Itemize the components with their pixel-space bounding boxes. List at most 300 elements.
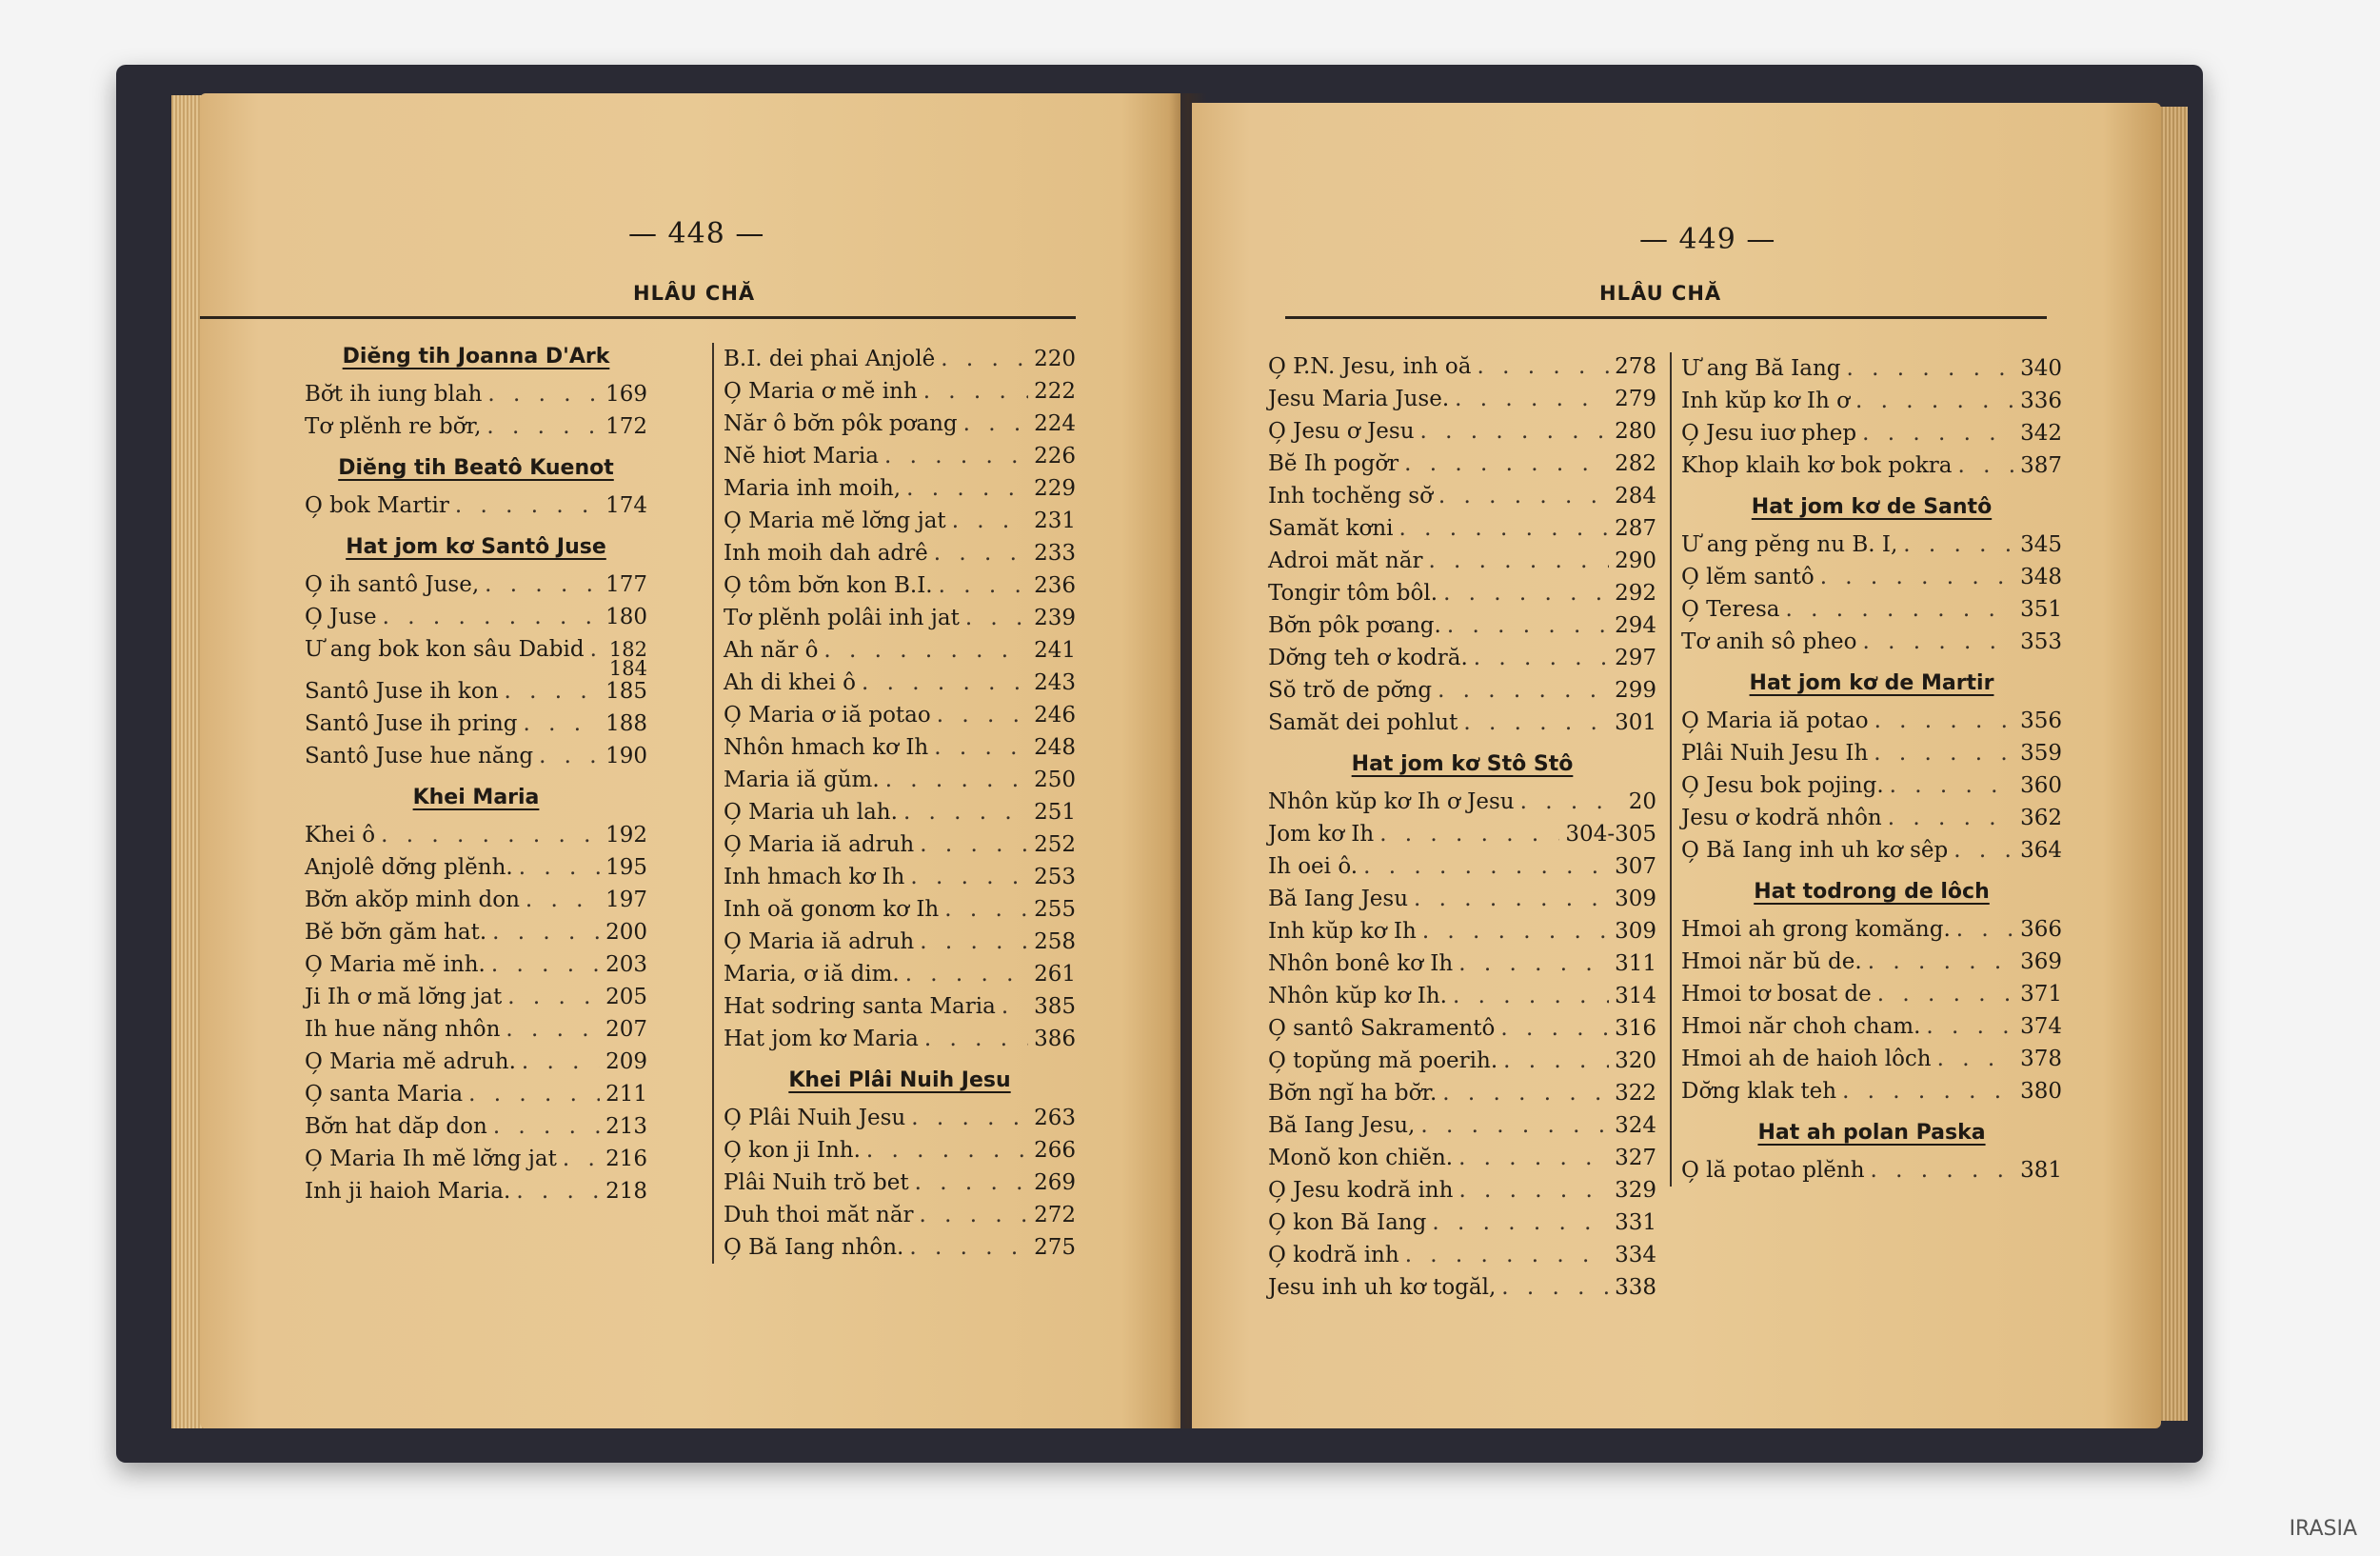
toc-entry-title: O̗ Maria mĕ adruh. — [305, 1049, 516, 1074]
toc-entry — [724, 828, 1076, 861]
toc-entry-title: O̗ kon ji Inh. — [724, 1138, 861, 1163]
toc-entry-page: 250 — [1034, 768, 1076, 792]
toc-entry-title: Jesu inh uh kơ togăl, — [1268, 1275, 1497, 1300]
leader-dots — [1820, 561, 2014, 593]
toc-entry-page: 282 — [1615, 451, 1656, 476]
toc-entry-title: O̗ Maria ơ iă potao — [724, 703, 931, 728]
toc-entry-page: 261 — [1034, 962, 1076, 987]
toc-entry — [1268, 512, 1656, 545]
toc-entry-page: 203 — [605, 952, 647, 977]
leader-dots — [941, 343, 1028, 375]
toc-entry-title: O̗ Teresa — [1681, 597, 1780, 622]
toc-entry-title: O̗ Maria uh lah. — [724, 800, 898, 825]
leader-dots — [1500, 1012, 1609, 1045]
left-page — [200, 93, 1180, 1428]
toc-entry — [305, 981, 647, 1013]
toc-entry-title: Ah di khei ô — [724, 670, 856, 695]
toc-entry — [1268, 1239, 1656, 1271]
toc-entry — [724, 796, 1076, 828]
leader-dots — [1422, 915, 1609, 948]
toc-entry — [1268, 818, 1656, 850]
toc-entry-page: 324 — [1615, 1113, 1656, 1138]
toc-entry-title: O̗ Maria mĕ lơ̆ng jat — [724, 509, 946, 533]
leader-dots — [1926, 1010, 2014, 1043]
header-rule-left — [200, 316, 1076, 319]
toc-entry-page: 231 — [1034, 509, 1076, 533]
toc-entry-page: 299 — [1615, 678, 1656, 703]
toc-entry-title: Maria, ơ iă dim. — [724, 962, 900, 987]
toc-entry-page: 207 — [605, 1017, 647, 1042]
toc-entry-title: O̗ Maria iă potao — [1681, 708, 1869, 733]
toc-entry-page: 348 — [2020, 565, 2062, 589]
toc-entry-title: Inh moih dah adrê — [724, 541, 928, 566]
toc-entry-page: 297 — [1615, 646, 1656, 670]
toc-entry — [1268, 707, 1656, 739]
toc-entry-title: Ư ang Bă Iang — [1681, 356, 1841, 381]
leader-dots — [1428, 545, 1609, 577]
toc-entry-page: 20 — [1628, 789, 1656, 814]
leader-dots — [903, 796, 1028, 828]
toc-entry-page-range — [609, 640, 647, 678]
toc-entry-page: 374 — [2020, 1014, 2062, 1039]
toc-entry-page: 309 — [1615, 887, 1656, 911]
leader-dots — [1868, 946, 2014, 978]
leader-dots — [934, 731, 1028, 764]
leader-dots — [519, 851, 600, 884]
leader-dots — [485, 569, 600, 601]
toc-entry-page: 200 — [605, 920, 647, 945]
toc-entry-page: 220 — [1034, 347, 1076, 371]
toc-entry-page: 304-305 — [1565, 822, 1656, 847]
toc-entry-title: Hat jom kơ Maria — [724, 1027, 919, 1051]
toc-entry-title: O̗ topŭng mă poerih. — [1268, 1048, 1498, 1073]
leader-dots — [1847, 352, 2015, 385]
leader-dots — [1447, 609, 1609, 642]
leader-dots — [1855, 385, 2014, 417]
leader-dots — [934, 537, 1028, 569]
leader-dots — [1954, 834, 2014, 867]
toc-entry — [1681, 737, 2062, 769]
leader-dots — [823, 634, 1028, 667]
toc-entry-page: 311 — [1615, 951, 1656, 976]
toc-entry-title: Tơ plĕnh polâi inh jat — [724, 606, 960, 630]
toc-entry-title: Ư ang bok kon sâu Dabid — [305, 637, 585, 662]
section-heading: Khei Maria — [412, 786, 540, 809]
leader-dots — [1474, 642, 1609, 674]
toc-entry — [1681, 946, 2062, 978]
toc-entry — [724, 990, 1076, 1023]
toc-entry-title: O̗ Maria iă adruh — [724, 929, 915, 954]
credit-label: IRASIA — [2289, 1517, 2357, 1541]
toc-entry-page: 248 — [1034, 735, 1076, 760]
leader-dots — [590, 633, 604, 666]
toc-column-left-2 — [712, 343, 1076, 1264]
toc-entry-page: 195 — [605, 855, 647, 880]
toc-entry-page: 209 — [605, 1049, 647, 1074]
toc-entry-title: Inh ji haioh Maria. — [305, 1179, 511, 1204]
leader-dots — [1002, 990, 1028, 1023]
leader-dots — [492, 916, 600, 948]
toc-entry-title: O̗ Jesu kodră inh — [1268, 1178, 1454, 1203]
leader-dots — [468, 1078, 600, 1110]
toc-entry-page: 185 — [605, 679, 647, 704]
leader-dots — [910, 861, 1028, 893]
toc-entry-page: 381 — [2020, 1158, 2062, 1183]
toc-entry-page: 353 — [2020, 629, 2062, 654]
toc-entry-title: Hmoi tơ bosat de — [1681, 982, 1872, 1007]
toc-entry-title: Jesu Maria Juse. — [1268, 387, 1450, 411]
section-heading: Hat jom kơ de Martir — [1749, 671, 1994, 695]
toc-entry-page: 284 — [1615, 484, 1656, 509]
toc-entry — [305, 884, 647, 916]
leader-dots — [866, 1134, 1028, 1167]
toc-entry-page: 360 — [2020, 773, 2062, 798]
toc-entry — [1681, 978, 2062, 1010]
section-heading: Hat jom kơ de Santô — [1751, 495, 1993, 519]
toc-entry — [305, 633, 647, 680]
leader-dots — [1890, 769, 2014, 802]
toc-entry-title: Inh oă gonơm kơ Ih — [724, 897, 940, 922]
toc-entry-title: Khop klaih kơ bok pokra — [1681, 453, 1953, 478]
toc-entry — [305, 410, 647, 443]
toc-entry-title: Inh kŭp kơ Ih — [1268, 919, 1417, 944]
toc-entry-page: 386 — [1034, 1027, 1076, 1051]
section-heading: Diĕng tih Beatô Kuenot — [338, 456, 614, 480]
toc-entry — [305, 708, 647, 740]
leader-dots — [1937, 1043, 2014, 1075]
toc-entry — [1681, 834, 2062, 867]
toc-entry-title: O̗ tôm bơ̆n kon B.I. — [724, 573, 933, 598]
toc-entry-page: 359 — [2020, 741, 2062, 766]
toc-entry-title: Santô Juse ih pring — [305, 711, 518, 736]
toc-entry — [724, 893, 1076, 926]
toc-entry-page: 280 — [1615, 419, 1656, 444]
toc-entry — [305, 378, 647, 410]
leader-dots — [1501, 1271, 1609, 1304]
toc-entry-page: 331 — [1615, 1210, 1656, 1235]
toc-entry-page: 222 — [1034, 379, 1076, 404]
leader-dots — [920, 926, 1028, 958]
toc-entry-page: 336 — [2020, 389, 2062, 413]
toc-entry — [1268, 1077, 1656, 1109]
toc-entry-title: O̗ Maria Ih mĕ lơ̆ng jat — [305, 1147, 557, 1171]
toc-entry-title: Năr ô bơ̆n pôk pơang — [724, 411, 958, 436]
leader-dots — [963, 408, 1028, 440]
leader-dots — [1404, 448, 1609, 480]
toc-entry-title: Plâi Nuih trŏ bet — [724, 1170, 909, 1195]
section-heading: Diĕng tih Joanna D'Ark — [342, 345, 610, 369]
toc-entry — [724, 343, 1076, 375]
toc-entry-page: 294 — [1615, 613, 1656, 638]
leader-dots — [1871, 1154, 2015, 1187]
toc-entry-page: 236 — [1034, 573, 1076, 598]
toc-entry-page: 180 — [605, 605, 647, 629]
toc-entry-title: Nhôn bonê kơ Ih — [1268, 951, 1454, 976]
toc-entry-title: O̗ santa Maria — [305, 1082, 464, 1107]
toc-entry — [1268, 883, 1656, 915]
toc-entry-page: 224 — [1034, 411, 1076, 436]
toc-entry-page: 177 — [605, 572, 647, 597]
leader-dots — [455, 489, 600, 522]
toc-entry — [724, 764, 1076, 796]
toc-entry-title: O̗ Maria mĕ inh. — [305, 952, 486, 977]
leader-dots — [923, 375, 1028, 408]
toc-entry-title: Ji Ih ơ mă lơ̆ng jat — [305, 985, 503, 1009]
toc-entry-page: 263 — [1034, 1106, 1076, 1130]
toc-entry — [1681, 705, 2062, 737]
toc-entry-title: O̗ Bă Iang nhôn. — [724, 1235, 904, 1260]
toc-entry — [724, 1199, 1076, 1231]
leader-dots — [1958, 449, 2015, 482]
toc-entry-title: O̗ bok Martir — [305, 493, 449, 518]
toc-entry-page: 345 — [2020, 532, 2062, 557]
toc-entry — [724, 1167, 1076, 1199]
toc-entry-page: 246 — [1034, 703, 1076, 728]
toc-entry-page: 322 — [1615, 1081, 1656, 1106]
toc-entry-page: 218 — [605, 1179, 647, 1204]
toc-entry — [1681, 561, 2062, 593]
toc-entry-title: Ah năr ô — [724, 638, 819, 663]
toc-entry-page: 301 — [1615, 710, 1656, 735]
leader-dots — [1503, 1045, 1609, 1077]
toc-entry-page: 252 — [1034, 832, 1076, 857]
toc-entry — [1268, 674, 1656, 707]
toc-entry — [1268, 350, 1656, 383]
toc-entry-title: Samăt dei pohlut — [1268, 710, 1458, 735]
toc-entry — [724, 958, 1076, 990]
toc-entry-page: 272 — [1034, 1203, 1076, 1227]
toc-entry-title: Hmoi ah de haioh lôch — [1681, 1047, 1932, 1071]
toc-entry — [724, 667, 1076, 699]
toc-entry-page: 292 — [1615, 581, 1656, 606]
toc-entry — [1268, 577, 1656, 609]
toc-entry — [305, 1078, 647, 1110]
toc-entry — [1268, 1142, 1656, 1174]
toc-entry-page: 241 — [1034, 638, 1076, 663]
toc-entry-title: Monŏ kon chiĕn. — [1268, 1146, 1454, 1170]
toc-entry-title: Inh hmach kơ Ih — [724, 865, 905, 889]
toc-entry-title: Bơ̆n ngĭ ha bơ̆r. — [1268, 1081, 1438, 1106]
toc-entry-title: O̗ Jesu bok pojing. — [1681, 773, 1884, 798]
toc-entry-page: 366 — [2020, 917, 2062, 942]
toc-entry-title: O̗ lĕm santô — [1681, 565, 1815, 589]
leader-dots — [1862, 417, 2014, 449]
toc-entry — [724, 634, 1076, 667]
toc-entry-title: Dơ̆ng teh ơ kodră. — [1268, 646, 1468, 670]
toc-entry-title: Hmoi năr choh cham. — [1681, 1014, 1921, 1039]
toc-entry-page: 320 — [1615, 1048, 1656, 1073]
toc-entry-title: Sŏ trŏ de pơ̆ng — [1268, 678, 1433, 703]
toc-entry-title: Anjolê dơ̆ng plĕnh. — [305, 855, 513, 880]
toc-entry — [1681, 913, 2062, 946]
toc-entry-title: Samăt kơni — [1268, 516, 1394, 541]
toc-entry-page: 307 — [1615, 854, 1656, 879]
toc-entry-page: 314 — [1615, 984, 1656, 1008]
toc-entry-title: O̗ santô Sakramentô — [1268, 1016, 1496, 1041]
leader-dots — [1874, 705, 2015, 737]
leader-dots — [1463, 707, 1609, 739]
toc-entry-page: 371 — [2020, 982, 2062, 1007]
toc-entry-page: 387 — [2020, 453, 2062, 478]
toc-entry — [724, 537, 1076, 569]
toc-entry-title: Bơ̆n hat dăp don — [305, 1114, 487, 1139]
toc-entry-title: Maria iă gŭm. — [724, 768, 880, 792]
toc-entry — [1268, 545, 1656, 577]
toc-entry-title: Bĕ Ih pogơ̆r — [1268, 451, 1399, 476]
toc-column-right-2 — [1670, 352, 2062, 1187]
toc-entry — [1681, 1010, 2062, 1043]
toc-entry — [724, 926, 1076, 958]
toc-entry-title: Plâi Nuih Jesu Ih — [1681, 741, 1869, 766]
toc-entry — [1681, 417, 2062, 449]
leader-dots — [1420, 415, 1610, 448]
leader-dots — [920, 828, 1028, 861]
leader-dots — [493, 1110, 600, 1143]
section-heading: Hat todrong de lôch — [1754, 880, 1990, 904]
right-page — [1192, 103, 2161, 1428]
toc-entry-title: Tongir tôm bôl. — [1268, 581, 1438, 606]
leader-dots — [1877, 978, 2014, 1010]
toc-entry-title: O̗ Plâi Nuih Jesu — [724, 1106, 906, 1130]
toc-entry-page: 174 — [605, 493, 647, 518]
toc-entry — [1681, 593, 2062, 626]
toc-entry — [1268, 480, 1656, 512]
toc-entry-title: O̗ lă potao plĕnh — [1681, 1158, 1865, 1183]
toc-entry — [1268, 415, 1656, 448]
toc-entry — [305, 851, 647, 884]
leader-dots — [1888, 802, 2014, 834]
toc-entry — [305, 1110, 647, 1143]
toc-entry-page: 216 — [605, 1147, 647, 1171]
toc-entry-page: 253 — [1034, 865, 1076, 889]
leader-dots — [862, 667, 1028, 699]
toc-entry-page: 213 — [605, 1114, 647, 1139]
toc-entry — [1268, 609, 1656, 642]
toc-entry-title: Hmoi năr bŭ de. — [1681, 949, 1862, 974]
toc-entry — [724, 472, 1076, 505]
toc-entry-page: 338 — [1615, 1275, 1656, 1300]
leader-dots — [944, 893, 1028, 926]
toc-entry-title: Tơ plĕnh re bơ̆r, — [305, 414, 482, 439]
toc-entry-title: Duh thoi măt năr — [724, 1203, 914, 1227]
toc-entry-page: 316 — [1615, 1016, 1656, 1041]
toc-entry — [1681, 769, 2062, 802]
toc-entry-page: 278 — [1615, 354, 1656, 379]
toc-entry — [1268, 1207, 1656, 1239]
toc-entry — [1268, 1045, 1656, 1077]
toc-entry — [724, 375, 1076, 408]
toc-entry-page: 290 — [1615, 549, 1656, 573]
toc-entry — [724, 699, 1076, 731]
running-head-right: HLÂU CHĂ — [1599, 282, 1722, 305]
leader-dots — [491, 948, 600, 981]
toc-entry-page: 255 — [1034, 897, 1076, 922]
toc-entry-title: Ư ang pĕng nu B. I, — [1681, 532, 1898, 557]
toc-entry-title: Khei ô — [305, 823, 376, 848]
leader-dots — [486, 410, 600, 443]
leader-dots — [1458, 1174, 1609, 1207]
leader-dots — [1458, 948, 1609, 980]
leader-dots — [381, 819, 600, 851]
toc-entry — [1268, 1271, 1656, 1304]
toc-entry — [305, 948, 647, 981]
toc-entry-title: Bơ̆n pôk pơang. — [1268, 613, 1441, 638]
toc-entry — [1268, 383, 1656, 415]
toc-entry — [1681, 802, 2062, 834]
toc-entry-page: 192 — [605, 823, 647, 848]
toc-entry-title: O̗ Juse — [305, 605, 377, 629]
toc-entry — [1268, 915, 1656, 948]
toc-entry-title: Ih hue năng nhôn — [305, 1017, 501, 1042]
toc-entry-page: 334 — [1615, 1243, 1656, 1267]
leader-dots — [516, 1175, 600, 1207]
toc-entry — [724, 861, 1076, 893]
leader-dots — [1438, 674, 1609, 707]
toc-entry-page: 251 — [1034, 800, 1076, 825]
toc-entry-page: 258 — [1034, 929, 1076, 954]
leader-dots — [952, 505, 1028, 537]
toc-entry-page: 327 — [1615, 1146, 1656, 1170]
section-heading: Hat jom kơ Santô Juse — [346, 535, 606, 559]
toc-entry — [305, 569, 647, 601]
toc-entry-title: O̗ Maria ơ mĕ inh — [724, 379, 918, 404]
leader-dots — [906, 472, 1028, 505]
page-number-left: — 448 — — [628, 217, 765, 250]
toc-entry-title: Nĕ hiơt Maria — [724, 444, 879, 469]
leader-dots — [1874, 737, 2014, 769]
toc-entry-title: Santô Juse ih kon — [305, 679, 499, 704]
leader-dots — [939, 569, 1029, 602]
toc-entry-title: Bơ̆n akŏp minh don — [305, 888, 520, 912]
toc-entry — [305, 675, 647, 708]
toc-entry-title: Santô Juse hue năng — [305, 744, 534, 768]
toc-entry-title: Jesu ơ kodră nhôn — [1681, 806, 1882, 830]
toc-entry-title: Bơ̆t ih iung blah — [305, 382, 483, 407]
leader-dots — [1455, 383, 1609, 415]
toc-entry — [1681, 1154, 2062, 1187]
toc-entry-title: O̗ P.N. Jesu, inh oă — [1268, 354, 1472, 379]
leader-dots — [1432, 1207, 1609, 1239]
toc-entry-title: O̗ Bă Iang inh uh kơ sêp — [1681, 838, 1949, 863]
toc-entry-page: 188 — [605, 711, 647, 736]
toc-entry-title: Hmoi ah grong komăng. — [1681, 917, 1951, 942]
toc-entry — [724, 505, 1076, 537]
section-heading: Hat ah polan Paska — [1757, 1121, 1986, 1145]
toc-entry — [305, 601, 647, 633]
toc-entry-page: 369 — [2020, 949, 2062, 974]
toc-entry — [1681, 352, 2062, 385]
toc-entry-title: Bă Iang Jesu, — [1268, 1113, 1416, 1138]
toc-entry — [1681, 1043, 2062, 1075]
toc-entry-title: O̗ Maria iă adruh — [724, 832, 915, 857]
toc-entry — [305, 489, 647, 522]
toc-entry — [724, 1231, 1076, 1264]
toc-entry — [1268, 1109, 1656, 1142]
toc-entry-title: O̗ kodră inh — [1268, 1243, 1399, 1267]
section-heading: Khei Plâi Nuih Jesu — [788, 1068, 1011, 1092]
toc-entry — [1268, 448, 1656, 480]
toc-entry-page: 197 — [605, 888, 647, 912]
leader-dots — [924, 1023, 1028, 1055]
toc-entry — [305, 1046, 647, 1078]
toc-entry-title: Ih oei ô. — [1268, 854, 1359, 879]
leader-dots — [487, 378, 600, 410]
toc-entry-title: Dơ̆ng klak teh — [1681, 1079, 1837, 1104]
toc-entry-title: O̗ ih santô Juse, — [305, 572, 480, 597]
toc-entry-page: 239 — [1034, 606, 1076, 630]
running-head-left: HLÂU CHĂ — [633, 282, 756, 305]
toc-entry-page: 182 — [608, 638, 647, 661]
